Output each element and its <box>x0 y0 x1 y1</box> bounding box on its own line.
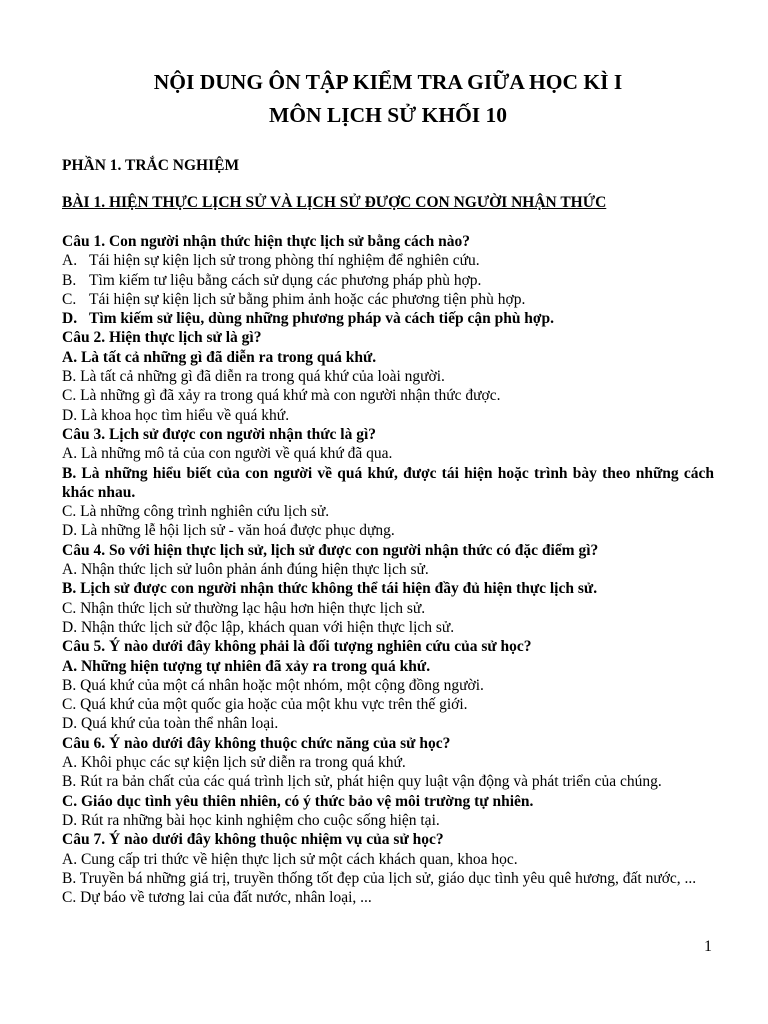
question-4: Câu 4. So với hiện thực lịch sử, lịch sử được con người nhận thức có đặc điểm gì? <box>62 541 599 559</box>
question-1-option-a <box>62 251 714 270</box>
question-5-option-b: B. Quá khứ của một cá nhân hoặc một nhóm, một cộng đồng người. <box>62 676 484 694</box>
question-4-option-a: A. Nhận thức lịch sử luôn phản ánh đúng hiện thực lịch sử. <box>62 561 429 579</box>
question-list <box>62 232 714 907</box>
option-key: C. <box>62 290 77 308</box>
question-3-option-d: D. Là những lễ hội lịch sử - văn hoá được phục dựng. <box>62 522 395 540</box>
question-6: Câu 6. Ý nào dưới đây không thuộc chức năng của sử học? <box>62 734 451 752</box>
question-3-option-c: C. Là những công trình nghiên cứu lịch sử. <box>62 503 330 521</box>
question-7-option-b: B. Truyền bá những giá trị, truyền thống tốt đẹp của lịch sử, giáo dục tình yêu quê hương, đất nước, ... <box>62 869 697 887</box>
question-3-option-b: B. Là những hiểu biết của con người về quá khứ, được tái hiện hoặc trình bày theo những cách khác nhau. <box>62 464 714 501</box>
question-6-option-b: B. Rút ra bản chất của các quá trình lịch sử, phát hiện quy luật vận động và phát triển của chúng. <box>62 773 662 791</box>
option-key: A. <box>62 252 78 270</box>
option-text: Tìm kiếm sử liệu, dùng những phương pháp và cách tiếp cận phù hợp. <box>89 310 555 328</box>
question-7-option-c: C. Dự báo về tương lai của đất nước, nhân loại, ... <box>62 889 372 907</box>
question-7-option-a: A. Cung cấp tri thức về hiện thực lịch sử một cách khách quan, khoa học. <box>62 850 518 868</box>
document-title-line-2: MÔN LỊCH SỬ KHỐI 10 <box>268 103 508 127</box>
option-text: Tái hiện sự kiện lịch sử trong phòng thí nghiệm để nghiên cứu. <box>89 252 480 270</box>
question-1-option-c <box>62 290 714 309</box>
question-5: Câu 5. Ý nào dưới đây không phải là đối tượng nghiên cứu của sử học? <box>62 638 532 656</box>
document-title-line-1: NỘI DUNG ÔN TẬP KIỂM TRA GIỮA HỌC KÌ I <box>153 70 623 94</box>
option-key: D. <box>62 310 78 328</box>
question-2-option-a: A. Là tất cả những gì đã diễn ra trong quá khứ. <box>62 348 377 366</box>
page-number: 1 <box>704 938 712 955</box>
question-5-option-c: C. Quá khứ của một quốc gia hoặc của một khu vực trên thế giới. <box>62 696 468 714</box>
question-7: Câu 7. Ý nào dưới đây không thuộc nhiệm vụ của sử học? <box>62 831 444 849</box>
question-4-option-d: D. Nhận thức lịch sử độc lập, khách quan với hiện thực lịch sử. <box>62 618 455 636</box>
option-text: Tái hiện sự kiện lịch sử bằng phim ảnh hoặc các phương tiện phù hợp. <box>89 290 526 308</box>
question-5-option-d: D. Quá khứ của toàn thể nhân loại. <box>62 715 279 733</box>
question-2-option-c: C. Là những gì đã xảy ra trong quá khứ mà con người nhận thức được. <box>62 387 501 405</box>
question-6-option-d: D. Rút ra những bài học kinh nghiệm cho cuộc sống hiện tại. <box>62 811 440 829</box>
question-1-option-b <box>62 271 714 290</box>
question-6-option-a: A. Khôi phục các sự kiện lịch sử diễn ra trong quá khứ. <box>62 754 406 772</box>
document-page <box>62 66 714 907</box>
question-1: Câu 1. Con người nhận thức hiện thực lịch sử bằng cách nào? <box>62 233 470 250</box>
question-1-option-d <box>62 309 714 328</box>
question-2-option-d: D. Là khoa học tìm hiểu về quá khứ. <box>62 406 290 424</box>
question-3: Câu 3. Lịch sử được con người nhận thức là gì? <box>62 425 377 443</box>
question-5-option-a: A. Những hiện tượng tự nhiên đã xảy ra trong quá khứ. <box>62 657 431 675</box>
option-key: B. <box>62 271 77 289</box>
lesson-heading: BÀI 1. HIỆN THỰC LỊCH SỬ VÀ LỊCH SỬ ĐƯỢC CON NGƯỜI NHẬN THỨC <box>62 194 607 211</box>
section-heading: PHẦN 1. TRẮC NGHIỆM <box>62 157 240 174</box>
question-6-option-c: C. Giáo dục tình yêu thiên nhiên, có ý thức bảo vệ môi trường tự nhiên. <box>62 792 534 810</box>
question-4-option-c: C. Nhận thức lịch sử thường lạc hậu hơn hiện thực lịch sử. <box>62 599 426 617</box>
question-3-option-a: A. Là những mô tả của con người về quá khứ đã qua. <box>62 445 393 463</box>
question-2-option-b: B. Là tất cả những gì đã diễn ra trong quá khứ của loài người. <box>62 368 445 386</box>
question-2: Câu 2. Hiện thực lịch sử là gì? <box>62 329 262 347</box>
option-text: Tìm kiếm tư liệu bằng cách sử dụng các phương pháp phù hợp. <box>89 271 482 289</box>
question-4-option-b: B. Lịch sử được con người nhận thức không thể tái hiện đầy đủ hiện thực lịch sử. <box>62 580 598 598</box>
